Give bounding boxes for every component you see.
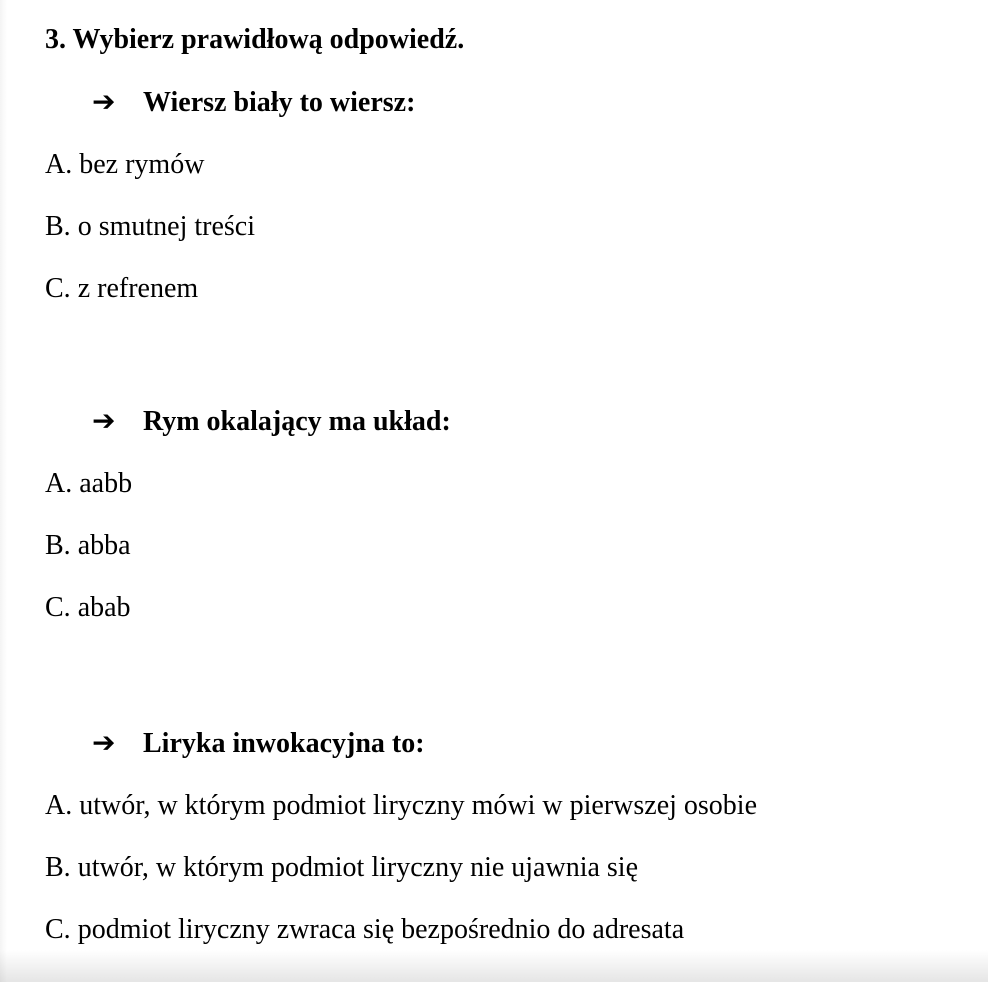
option-label: A. [45, 790, 73, 821]
answer-option [0, 134, 988, 196]
question-block [0, 712, 988, 961]
question-prompt: Wiersz biały to wiersz: [143, 87, 416, 118]
question-block [0, 71, 988, 320]
question-heading: 3. Wybierz prawidłową odpowiedź. [45, 24, 465, 55]
option-label: A. [45, 149, 73, 180]
question-prompt: Liryka inwokacyjna to: [143, 728, 425, 759]
answer-option [0, 899, 988, 961]
option-text: abab [77, 592, 131, 623]
question-prompt-line [0, 390, 988, 453]
answer-option [0, 196, 988, 258]
answer-option [0, 258, 988, 320]
option-label: C. [45, 914, 71, 945]
option-text: aabb [79, 468, 133, 499]
answer-option [0, 577, 988, 639]
option-label: B. [45, 211, 71, 242]
option-label: A. [45, 468, 73, 499]
option-label: C. [45, 592, 71, 623]
option-label: B. [45, 530, 71, 561]
arrow-bullet-icon: ➔ [92, 404, 116, 437]
option-text: podmiot liryczny zwraca się bezpośrednio do adresata [77, 914, 685, 945]
option-text: utwór, w którym podmiot liryczny mówi w pierwszej osobie [79, 790, 758, 821]
arrow-bullet-icon: ➔ [92, 726, 116, 759]
option-text: bez rymów [79, 149, 205, 180]
question-prompt-line [0, 71, 988, 134]
option-text: o smutnej treści [77, 211, 255, 242]
question-prompt-line [0, 712, 988, 775]
answer-option [0, 515, 988, 577]
arrow-bullet-icon: ➔ [92, 85, 116, 118]
option-label: C. [45, 273, 71, 304]
option-label: B. [45, 852, 71, 883]
option-text: utwór, w którym podmiot liryczny nie ujawnia się [77, 852, 639, 883]
answer-option [0, 453, 988, 515]
option-text: abba [77, 530, 131, 561]
answer-option [0, 775, 988, 837]
answer-option [0, 837, 988, 899]
question-prompt: Rym okalający ma układ: [143, 406, 451, 437]
option-text: z refrenem [77, 273, 199, 304]
question-block [0, 390, 988, 639]
